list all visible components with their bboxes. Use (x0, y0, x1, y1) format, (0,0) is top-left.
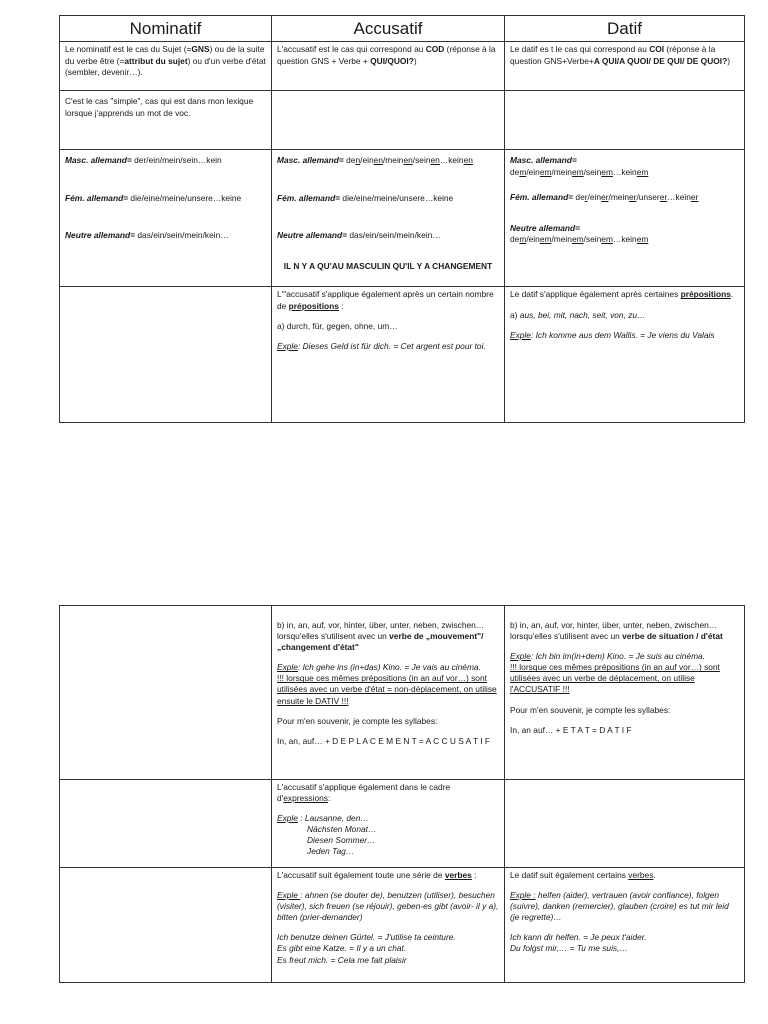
nominatif-definition: Le nominatif est le cas du Sujet (=GNS) ou de la suite du verbe être (=attribut du sujet) ou d'un verbe d'état (sembler, devenir…). (60, 42, 272, 91)
header-accusatif: Accusatif (272, 16, 505, 42)
accusatif-masculine-note: IL N Y A QU'AU MASCULIN QU'IL Y A CHANGEMENT (283, 260, 493, 271)
accusatif-articles: Masc. allemand= den/einen/meinen/seinen…keinen Fém. allemand= die/eine/meine/unsere…keine Neutre allemand= das/ein/sein/mein/kein… IL N Y A QU'AU MASCULIN QU'IL Y A CHANGEMENT (272, 150, 505, 287)
cases-table-top (59, 15, 745, 423)
nominatif-empty-prep-b-cell (60, 606, 272, 780)
accusatif-prepositions: L'"accusatif s'applique également après un certain nombre de prépositions : a) durch, für, gegen, ohne, um… Exple: Dieses Geld ist für dich. = Cet argent est pour toi. (272, 287, 505, 423)
header-nominatif: Nominatif (60, 16, 272, 42)
nominatif-empty-expr-cell (60, 780, 272, 868)
datif-articles: Masc. allemand= dem/einem/meinem/seinem…keinem Fém. allemand= der/einer/meiner/unserer…keiner Neutre allemand= dem/einem/meinem/seinem…keinem (505, 150, 745, 287)
accusatif-verbs: L'accusatif suit également toute une série de verbes : Exple : ahnen (se douter de), benutzen (utiliser), besuchen (visiter), sich freuen (se réjouir), geben-es gibt (avoir- il y a), bitten (prier-demander) Ich benutze deinen Gürtel. = J'utilise ta ceinture. Es gibt eine Katze. = Il y a un chat. Es freut mich. = Cela me fait plaisir (272, 868, 505, 983)
accusatif-definition: L'accusatif est le cas qui correspond au COD (réponse à la question GNS + Verbe + QUI/QUOI?) (272, 42, 505, 91)
datif-definition: Le datif es t le cas qui correspond au COI (réponse à la question GNS+Verbe+A QUI/A QUOI/ DE QUI/ DE QUOI?) (505, 42, 745, 91)
nominatif-simple-case: C'est le cas "simple", cas qui est dans mon lexique lorsque j'apprends un mot de voc. (60, 91, 272, 150)
header-datif: Datif (505, 16, 745, 42)
datif-empty-expr-cell (505, 780, 745, 868)
datif-prepositions-situation: b) in, an, auf, vor, hinter, über, unter, neben, zwischen… lorsqu'elles s'utilisent avec un verbe de situation / d'état Exple: Ich bin im(in+dem) Kino. = Je suis au cinéma. !!! lorsque ces mêmes prépositions (in an auf vor…) sont utilisées avec un verbe de déplacement, on utilise l'ACCUSATIF !!! Pour m'en souvenir, je compte les syllabes: In, an auf… + E T A T = D A T I F (505, 606, 745, 780)
datif-prepositions: Le datif s'applique également après certaines prépositions. a) aus, bei, mit, nach, seit, von, zu… Exple: Ich komme aus dem Wallis. = Je viens du Valais (505, 287, 745, 423)
cases-table-bottom (59, 605, 745, 983)
accusatif-prepositions-movement: b) in, an, auf, vor, hinter, über, unter, neben, zwischen… lorsqu'elles s'utilisent avec un verbe de „mouvement"/„changement d'état" Exple: Ich gehe ins (in+das) Kino. = Je vais au cinéma. !!! lorsque ces mêmes prépositions (in an auf vor…) sont utilisées avec un verbe d'état = non-déplacement, on utilise ensuite le DATIV !!! Pour m'en souvenir, je compte les syllabes: In, an, auf… + D E P L A C E M E N T = A C C U S A T I F (272, 606, 505, 780)
datif-empty-cell (505, 91, 745, 150)
datif-verbs: Le datif suit également certains verbes. Exple : helfen (aider), vertrauen (avoir confiance), folgen (suivre), danken (remercier), glauben (croire) es tut mir leid (je regrette)… Ich kann dir helfen. = Je peux t'aider. Du folgst mir,… = Tu me suis,… (505, 868, 745, 983)
accusatif-expressions: L'accusatif s'applique également dans le cadre d'expressions: Exple : Lausanne, den… Nächsten Monat… Diesen Sommer… Jeden Tag… (272, 780, 505, 868)
nominatif-empty-verb-cell (60, 868, 272, 983)
nominatif-empty-prep-cell (60, 287, 272, 423)
nominatif-articles: Masc. allemand= der/ein/mein/sein…kein Fém. allemand= die/eine/meine/unsere…keine Neutre allemand= das/ein/sein/mein/kein… (60, 150, 272, 287)
accusatif-empty-cell (272, 91, 505, 150)
